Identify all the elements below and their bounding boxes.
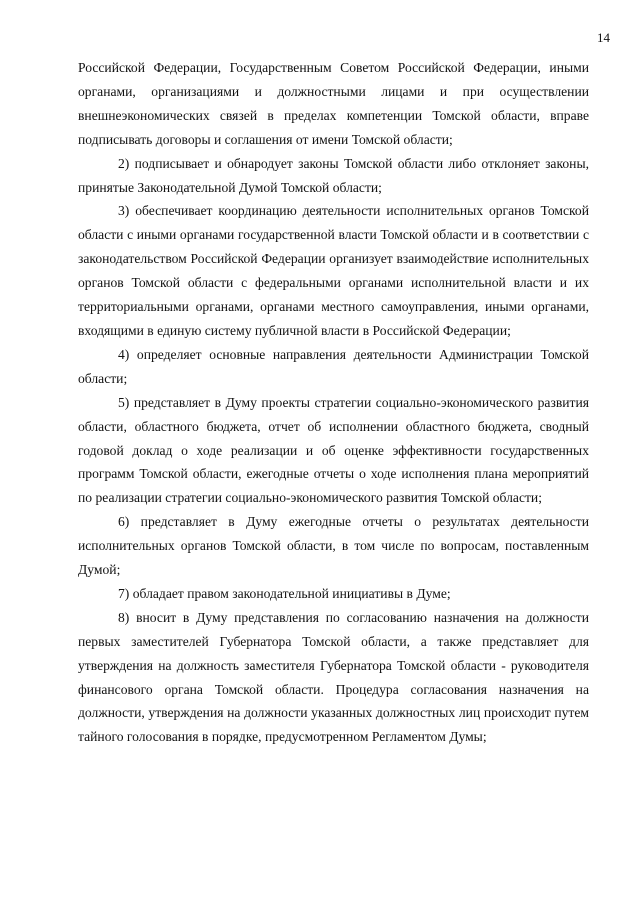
paragraph-item-4: 4) определяет основные направления деятельности Администрации Томской области; xyxy=(78,346,589,386)
document-body xyxy=(78,56,589,749)
page-number: 14 xyxy=(597,30,610,45)
paragraph-continuation: Российской Федерации, Государственным Советом Российской Федерации, иными органами, организациями и должностными лицами и при осуществлении внешнеэкономических связей в пределах компетенции Томской области, вправе подписывать договоры и соглашения от имени Томской области; xyxy=(78,60,589,147)
paragraph-item-5: 5) представляет в Думу проекты стратегии социально-экономического развития области, областного бюджета, отчет об исполнении областного бюджета, сводный годовой доклад о ходе реализации и об оценке эффективности государственных программ Томской области, ежегодные отчеты о ходе исполнения плана мероприятий по реализации стратегии социально-экономического развития Томской области; xyxy=(78,394,589,506)
paragraph-item-2: 2) подписывает и обнародует законы Томской области либо отклоняет законы, принятые Законодательной Думой Томской области; xyxy=(78,155,589,195)
paragraph-item-7: 7) обладает правом законодательной инициативы в Думе; xyxy=(118,585,451,601)
paragraph-item-3: 3) обеспечивает координацию деятельности исполнительных органов Томской области с иными органами государственной власти Томской области и в соответствии с законодательством Российской Федерации организует взаимодействие исполнительных органов Томской области с федеральными органами исполнительной власти и их территориальными органами, органами местного самоуправления, иными органами, входящими в единую систему публичной власти в Российской Федерации; xyxy=(78,203,589,338)
paragraph-item-6: 6) представляет в Думу ежегодные отчеты о результатах деятельности исполнительных органов Томской области, в том числе по вопросам, поставленным Думой; xyxy=(78,514,589,578)
paragraph-item-8: 8) вносит в Думу представления по согласованию назначения на должности первых заместителей Губернатора Томской области, а также представляет для утверждения на должность заместителя Губернатора Томской области - руководителя финансового органа Томской области. Процедура согласования назначения на должности, утверждения на должности указанных должностных лиц происходит путем тайного голосования в порядке, предусмотренном Регламентом Думы; xyxy=(78,609,589,745)
